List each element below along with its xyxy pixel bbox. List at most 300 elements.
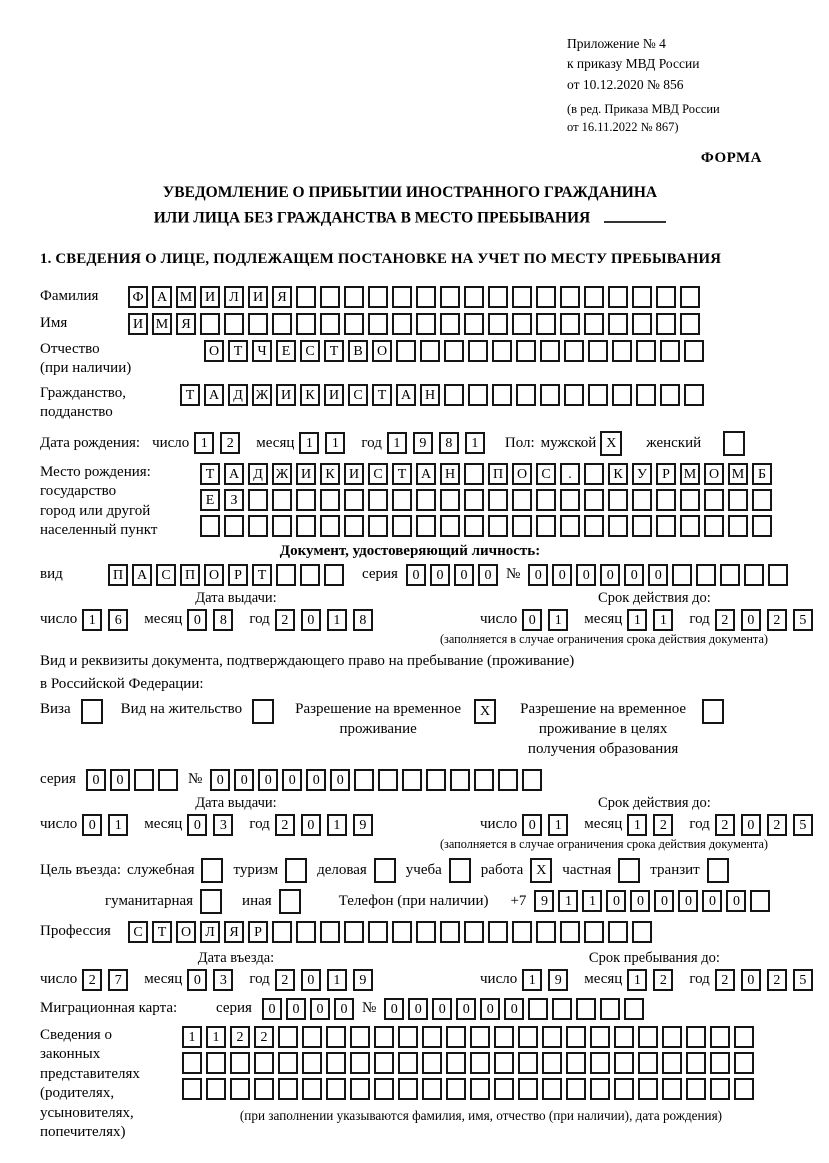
entry-month-input[interactable] xyxy=(187,969,239,991)
char-box[interactable] xyxy=(468,340,488,362)
char-box[interactable]: 0 xyxy=(678,890,698,912)
char-box[interactable] xyxy=(710,1078,730,1100)
char-box[interactable] xyxy=(704,489,724,511)
id-doc-number-input[interactable] xyxy=(528,564,792,586)
char-box[interactable] xyxy=(396,340,416,362)
char-box[interactable]: 0 xyxy=(522,609,542,631)
char-box[interactable]: 0 xyxy=(334,998,354,1020)
char-box[interactable]: 0 xyxy=(258,769,278,791)
char-box[interactable] xyxy=(426,769,446,791)
char-box[interactable] xyxy=(662,1052,682,1074)
id-doc-issue-month[interactable] xyxy=(187,609,239,631)
char-box[interactable] xyxy=(248,515,268,537)
char-box[interactable] xyxy=(728,489,748,511)
temp-residence-education-checkbox[interactable] xyxy=(702,699,724,724)
char-box[interactable]: В xyxy=(348,340,368,362)
residence-doc-expiry-month[interactable] xyxy=(627,814,679,836)
char-box[interactable] xyxy=(420,340,440,362)
char-box[interactable]: Я xyxy=(176,313,196,335)
char-box[interactable] xyxy=(680,489,700,511)
char-box[interactable] xyxy=(632,921,652,943)
char-box[interactable] xyxy=(224,515,244,537)
char-box[interactable]: Т xyxy=(180,384,200,406)
char-box[interactable]: 0 xyxy=(310,998,330,1020)
birthplace-input-row-3[interactable] xyxy=(200,515,776,537)
char-box[interactable]: 0 xyxy=(301,814,321,836)
char-box[interactable]: А xyxy=(416,463,436,485)
char-box[interactable] xyxy=(324,564,344,586)
char-box[interactable] xyxy=(488,921,508,943)
char-box[interactable] xyxy=(344,286,364,308)
char-box[interactable] xyxy=(590,1052,610,1074)
char-box[interactable]: Я xyxy=(224,921,244,943)
char-box[interactable] xyxy=(296,921,316,943)
entry-year-input[interactable] xyxy=(275,969,379,991)
char-box[interactable] xyxy=(440,286,460,308)
char-box[interactable]: Ж xyxy=(272,463,292,485)
purpose-official-checkbox[interactable] xyxy=(201,858,223,883)
char-box[interactable]: С xyxy=(348,384,368,406)
char-box[interactable] xyxy=(302,1078,322,1100)
char-box[interactable] xyxy=(182,1078,202,1100)
char-box[interactable] xyxy=(494,1026,514,1048)
given-name-input[interactable] xyxy=(128,313,704,335)
char-box[interactable] xyxy=(492,384,512,406)
char-box[interactable] xyxy=(248,489,268,511)
char-box[interactable]: И xyxy=(296,463,316,485)
char-box[interactable] xyxy=(278,1052,298,1074)
char-box[interactable]: 1 xyxy=(327,814,347,836)
char-box[interactable] xyxy=(744,564,764,586)
char-box[interactable]: И xyxy=(324,384,344,406)
char-box[interactable]: О xyxy=(204,564,224,586)
char-box[interactable]: И xyxy=(344,463,364,485)
char-box[interactable] xyxy=(368,313,388,335)
char-box[interactable] xyxy=(608,515,628,537)
char-box[interactable] xyxy=(272,921,292,943)
char-box[interactable] xyxy=(584,515,604,537)
char-box[interactable]: 9 xyxy=(353,814,373,836)
char-box[interactable]: А xyxy=(224,463,244,485)
char-box[interactable]: О xyxy=(704,463,724,485)
profession-input[interactable] xyxy=(128,921,656,943)
char-box[interactable]: 0 xyxy=(430,564,450,586)
char-box[interactable] xyxy=(402,769,422,791)
char-box[interactable] xyxy=(542,1026,562,1048)
char-box[interactable] xyxy=(734,1026,754,1048)
entry-day-input[interactable] xyxy=(82,969,134,991)
char-box[interactable]: У xyxy=(632,463,652,485)
char-box[interactable] xyxy=(638,1052,658,1074)
char-box[interactable] xyxy=(354,769,374,791)
char-box[interactable]: 0 xyxy=(110,769,130,791)
sex-female-checkbox[interactable] xyxy=(723,431,745,456)
char-box[interactable] xyxy=(680,286,700,308)
char-box[interactable]: А xyxy=(396,384,416,406)
char-box[interactable]: 1 xyxy=(522,969,542,991)
residence-permit-checkbox[interactable] xyxy=(252,699,274,724)
char-box[interactable]: Н xyxy=(440,463,460,485)
char-box[interactable]: Т xyxy=(324,340,344,362)
char-box[interactable] xyxy=(416,286,436,308)
char-box[interactable] xyxy=(326,1052,346,1074)
char-box[interactable] xyxy=(560,313,580,335)
char-box[interactable]: 0 xyxy=(478,564,498,586)
char-box[interactable]: 0 xyxy=(82,814,102,836)
char-box[interactable]: 1 xyxy=(182,1026,202,1048)
char-box[interactable]: А xyxy=(152,286,172,308)
char-box[interactable]: 1 xyxy=(325,432,345,454)
char-box[interactable]: О xyxy=(372,340,392,362)
char-box[interactable]: 1 xyxy=(548,814,568,836)
char-box[interactable] xyxy=(344,515,364,537)
char-box[interactable] xyxy=(446,1078,466,1100)
char-box[interactable] xyxy=(134,769,154,791)
char-box[interactable] xyxy=(392,921,412,943)
char-box[interactable]: Н xyxy=(420,384,440,406)
char-box[interactable] xyxy=(464,463,484,485)
char-box[interactable] xyxy=(662,1026,682,1048)
char-box[interactable] xyxy=(254,1052,274,1074)
char-box[interactable] xyxy=(656,515,676,537)
char-box[interactable] xyxy=(206,1052,226,1074)
char-box[interactable] xyxy=(612,340,632,362)
char-box[interactable] xyxy=(206,1078,226,1100)
char-box[interactable] xyxy=(710,1026,730,1048)
char-box[interactable]: О xyxy=(204,340,224,362)
char-box[interactable] xyxy=(536,286,556,308)
char-box[interactable] xyxy=(296,286,316,308)
char-box[interactable]: М xyxy=(680,463,700,485)
char-box[interactable]: 1 xyxy=(299,432,319,454)
char-box[interactable] xyxy=(536,515,556,537)
char-box[interactable] xyxy=(230,1078,250,1100)
char-box[interactable] xyxy=(422,1078,442,1100)
char-box[interactable] xyxy=(320,489,340,511)
id-doc-expiry-year[interactable] xyxy=(715,609,819,631)
char-box[interactable] xyxy=(566,1052,586,1074)
char-box[interactable] xyxy=(350,1052,370,1074)
char-box[interactable]: 0 xyxy=(624,564,644,586)
char-box[interactable] xyxy=(696,564,716,586)
char-box[interactable]: И xyxy=(276,384,296,406)
char-box[interactable]: 0 xyxy=(187,609,207,631)
char-box[interactable] xyxy=(272,313,292,335)
char-box[interactable]: 0 xyxy=(86,769,106,791)
char-box[interactable]: 9 xyxy=(548,969,568,991)
char-box[interactable] xyxy=(450,769,470,791)
char-box[interactable]: 1 xyxy=(653,609,673,631)
char-box[interactable] xyxy=(230,1052,250,1074)
char-box[interactable] xyxy=(518,1052,538,1074)
char-box[interactable] xyxy=(672,564,692,586)
birth-month-input[interactable] xyxy=(299,432,351,454)
char-box[interactable]: П xyxy=(108,564,128,586)
char-box[interactable] xyxy=(440,921,460,943)
char-box[interactable]: 6 xyxy=(108,609,128,631)
char-box[interactable]: 2 xyxy=(230,1026,250,1048)
char-box[interactable]: М xyxy=(728,463,748,485)
char-box[interactable]: М xyxy=(152,313,172,335)
char-box[interactable] xyxy=(540,340,560,362)
char-box[interactable] xyxy=(416,489,436,511)
char-box[interactable]: 5 xyxy=(793,814,813,836)
char-box[interactable]: 0 xyxy=(301,969,321,991)
char-box[interactable] xyxy=(564,340,584,362)
char-box[interactable]: 2 xyxy=(275,969,295,991)
char-box[interactable] xyxy=(660,340,680,362)
char-box[interactable] xyxy=(494,1052,514,1074)
char-box[interactable] xyxy=(392,489,412,511)
char-box[interactable]: 9 xyxy=(413,432,433,454)
char-box[interactable] xyxy=(296,489,316,511)
purpose-humanitarian-checkbox[interactable] xyxy=(200,889,222,914)
char-box[interactable]: 1 xyxy=(627,969,647,991)
char-box[interactable] xyxy=(158,769,178,791)
char-box[interactable]: 5 xyxy=(793,609,813,631)
char-box[interactable]: 1 xyxy=(548,609,568,631)
char-box[interactable] xyxy=(464,489,484,511)
char-box[interactable] xyxy=(398,1026,418,1048)
char-box[interactable]: 2 xyxy=(254,1026,274,1048)
char-box[interactable] xyxy=(566,1026,586,1048)
char-box[interactable]: 0 xyxy=(432,998,452,1020)
birthplace-input-row-1[interactable] xyxy=(200,463,776,485)
sex-male-checkbox[interactable]: X xyxy=(600,431,622,456)
migration-card-series-input[interactable] xyxy=(262,998,358,1020)
char-box[interactable] xyxy=(440,515,460,537)
char-box[interactable] xyxy=(752,515,772,537)
purpose-other-checkbox[interactable] xyxy=(279,889,301,914)
char-box[interactable]: 2 xyxy=(767,969,787,991)
char-box[interactable] xyxy=(612,384,632,406)
char-box[interactable]: 2 xyxy=(715,814,735,836)
migration-card-number-input[interactable] xyxy=(384,998,648,1020)
residence-doc-issue-day[interactable] xyxy=(82,814,134,836)
char-box[interactable] xyxy=(374,1078,394,1100)
char-box[interactable]: С xyxy=(536,463,556,485)
stay-month-input[interactable] xyxy=(627,969,679,991)
char-box[interactable]: 0 xyxy=(504,998,524,1020)
char-box[interactable]: 1 xyxy=(194,432,214,454)
char-box[interactable]: 9 xyxy=(353,969,373,991)
char-box[interactable]: Л xyxy=(200,921,220,943)
id-doc-issue-year[interactable] xyxy=(275,609,379,631)
char-box[interactable] xyxy=(588,384,608,406)
char-box[interactable] xyxy=(660,384,680,406)
purpose-work-checkbox[interactable]: X xyxy=(530,858,552,883)
char-box[interactable] xyxy=(464,921,484,943)
char-box[interactable] xyxy=(684,340,704,362)
char-box[interactable] xyxy=(720,564,740,586)
char-box[interactable] xyxy=(498,769,518,791)
char-box[interactable]: 2 xyxy=(653,969,673,991)
birthplace-input-row-2[interactable] xyxy=(200,489,776,511)
char-box[interactable]: 2 xyxy=(715,609,735,631)
char-box[interactable] xyxy=(378,769,398,791)
char-box[interactable] xyxy=(468,384,488,406)
char-box[interactable] xyxy=(512,286,532,308)
char-box[interactable]: 0 xyxy=(741,814,761,836)
char-box[interactable]: 0 xyxy=(648,564,668,586)
char-box[interactable] xyxy=(326,1026,346,1048)
char-box[interactable]: 8 xyxy=(213,609,233,631)
char-box[interactable]: 0 xyxy=(456,998,476,1020)
char-box[interactable] xyxy=(272,515,292,537)
char-box[interactable]: 0 xyxy=(630,890,650,912)
char-box[interactable]: Р xyxy=(248,921,268,943)
char-box[interactable]: 0 xyxy=(454,564,474,586)
char-box[interactable] xyxy=(560,515,580,537)
char-box[interactable] xyxy=(608,921,628,943)
char-box[interactable]: Р xyxy=(656,463,676,485)
char-box[interactable]: . xyxy=(560,463,580,485)
char-box[interactable]: С xyxy=(128,921,148,943)
char-box[interactable] xyxy=(584,463,604,485)
char-box[interactable]: Ф xyxy=(128,286,148,308)
char-box[interactable]: К xyxy=(608,463,628,485)
char-box[interactable] xyxy=(326,1078,346,1100)
residence-doc-series-input[interactable] xyxy=(86,769,182,791)
char-box[interactable] xyxy=(494,1078,514,1100)
char-box[interactable] xyxy=(350,1026,370,1048)
char-box[interactable] xyxy=(488,489,508,511)
char-box[interactable] xyxy=(464,313,484,335)
char-box[interactable]: 3 xyxy=(213,969,233,991)
char-box[interactable] xyxy=(300,564,320,586)
char-box[interactable]: 0 xyxy=(600,564,620,586)
char-box[interactable] xyxy=(536,313,556,335)
id-doc-series-input[interactable] xyxy=(406,564,502,586)
char-box[interactable] xyxy=(750,890,770,912)
char-box[interactable] xyxy=(656,286,676,308)
char-box[interactable] xyxy=(344,921,364,943)
char-box[interactable] xyxy=(728,515,748,537)
char-box[interactable] xyxy=(470,1078,490,1100)
char-box[interactable] xyxy=(516,340,536,362)
char-box[interactable]: 0 xyxy=(654,890,674,912)
char-box[interactable]: 1 xyxy=(108,814,128,836)
char-box[interactable] xyxy=(734,1078,754,1100)
char-box[interactable] xyxy=(536,489,556,511)
char-box[interactable] xyxy=(560,921,580,943)
char-box[interactable] xyxy=(464,515,484,537)
char-box[interactable] xyxy=(374,1052,394,1074)
char-box[interactable] xyxy=(302,1052,322,1074)
char-box[interactable] xyxy=(560,286,580,308)
char-box[interactable] xyxy=(374,1026,394,1048)
char-box[interactable]: Р xyxy=(228,564,248,586)
char-box[interactable]: 8 xyxy=(439,432,459,454)
char-box[interactable]: Я xyxy=(272,286,292,308)
char-box[interactable]: 9 xyxy=(534,890,554,912)
char-box[interactable]: Д xyxy=(228,384,248,406)
char-box[interactable]: 5 xyxy=(793,969,813,991)
char-box[interactable] xyxy=(464,286,484,308)
purpose-study-checkbox[interactable] xyxy=(449,858,471,883)
char-box[interactable] xyxy=(536,921,556,943)
char-box[interactable] xyxy=(320,921,340,943)
char-box[interactable]: 2 xyxy=(275,609,295,631)
char-box[interactable] xyxy=(540,384,560,406)
char-box[interactable]: 1 xyxy=(387,432,407,454)
char-box[interactable]: 2 xyxy=(220,432,240,454)
char-box[interactable] xyxy=(710,1052,730,1074)
char-box[interactable] xyxy=(632,515,652,537)
char-box[interactable] xyxy=(656,489,676,511)
char-box[interactable] xyxy=(440,489,460,511)
id-doc-expiry-month[interactable] xyxy=(627,609,679,631)
char-box[interactable]: 0 xyxy=(741,969,761,991)
char-box[interactable] xyxy=(686,1052,706,1074)
char-box[interactable] xyxy=(638,1026,658,1048)
char-box[interactable]: Б xyxy=(752,463,772,485)
char-box[interactable] xyxy=(368,921,388,943)
char-box[interactable]: 0 xyxy=(301,609,321,631)
char-box[interactable]: 0 xyxy=(480,998,500,1020)
char-box[interactable] xyxy=(656,313,676,335)
char-box[interactable] xyxy=(422,1026,442,1048)
char-box[interactable] xyxy=(444,384,464,406)
char-box[interactable]: 0 xyxy=(726,890,746,912)
char-box[interactable]: Т xyxy=(252,564,272,586)
char-box[interactable]: П xyxy=(180,564,200,586)
char-box[interactable] xyxy=(398,1052,418,1074)
residence-doc-issue-year[interactable] xyxy=(275,814,379,836)
char-box[interactable] xyxy=(636,340,656,362)
char-box[interactable] xyxy=(392,515,412,537)
char-box[interactable] xyxy=(320,313,340,335)
char-box[interactable] xyxy=(588,340,608,362)
char-box[interactable] xyxy=(368,286,388,308)
purpose-private-checkbox[interactable] xyxy=(618,858,640,883)
char-box[interactable] xyxy=(632,286,652,308)
char-box[interactable] xyxy=(446,1026,466,1048)
char-box[interactable] xyxy=(416,921,436,943)
char-box[interactable] xyxy=(512,489,532,511)
char-box[interactable]: А xyxy=(132,564,152,586)
char-box[interactable]: 0 xyxy=(234,769,254,791)
purpose-tourism-checkbox[interactable] xyxy=(285,858,307,883)
char-box[interactable]: 3 xyxy=(213,814,233,836)
char-box[interactable]: 0 xyxy=(187,814,207,836)
char-box[interactable] xyxy=(446,1052,466,1074)
char-box[interactable] xyxy=(734,1052,754,1074)
char-box[interactable]: 0 xyxy=(210,769,230,791)
char-box[interactable] xyxy=(584,489,604,511)
char-box[interactable] xyxy=(684,384,704,406)
char-box[interactable] xyxy=(614,1078,634,1100)
birth-year-input[interactable] xyxy=(387,432,491,454)
char-box[interactable]: 1 xyxy=(327,969,347,991)
char-box[interactable] xyxy=(564,384,584,406)
char-box[interactable] xyxy=(474,769,494,791)
char-box[interactable]: З xyxy=(224,489,244,511)
char-box[interactable]: 2 xyxy=(767,609,787,631)
char-box[interactable] xyxy=(528,998,548,1020)
char-box[interactable] xyxy=(632,313,652,335)
char-box[interactable] xyxy=(608,489,628,511)
char-box[interactable] xyxy=(200,313,220,335)
char-box[interactable] xyxy=(512,515,532,537)
char-box[interactable]: 1 xyxy=(558,890,578,912)
char-box[interactable]: 0 xyxy=(741,609,761,631)
purpose-business-checkbox[interactable] xyxy=(374,858,396,883)
char-box[interactable]: 2 xyxy=(653,814,673,836)
char-box[interactable] xyxy=(368,489,388,511)
residence-doc-issue-month[interactable] xyxy=(187,814,239,836)
id-doc-issue-day[interactable] xyxy=(82,609,134,631)
